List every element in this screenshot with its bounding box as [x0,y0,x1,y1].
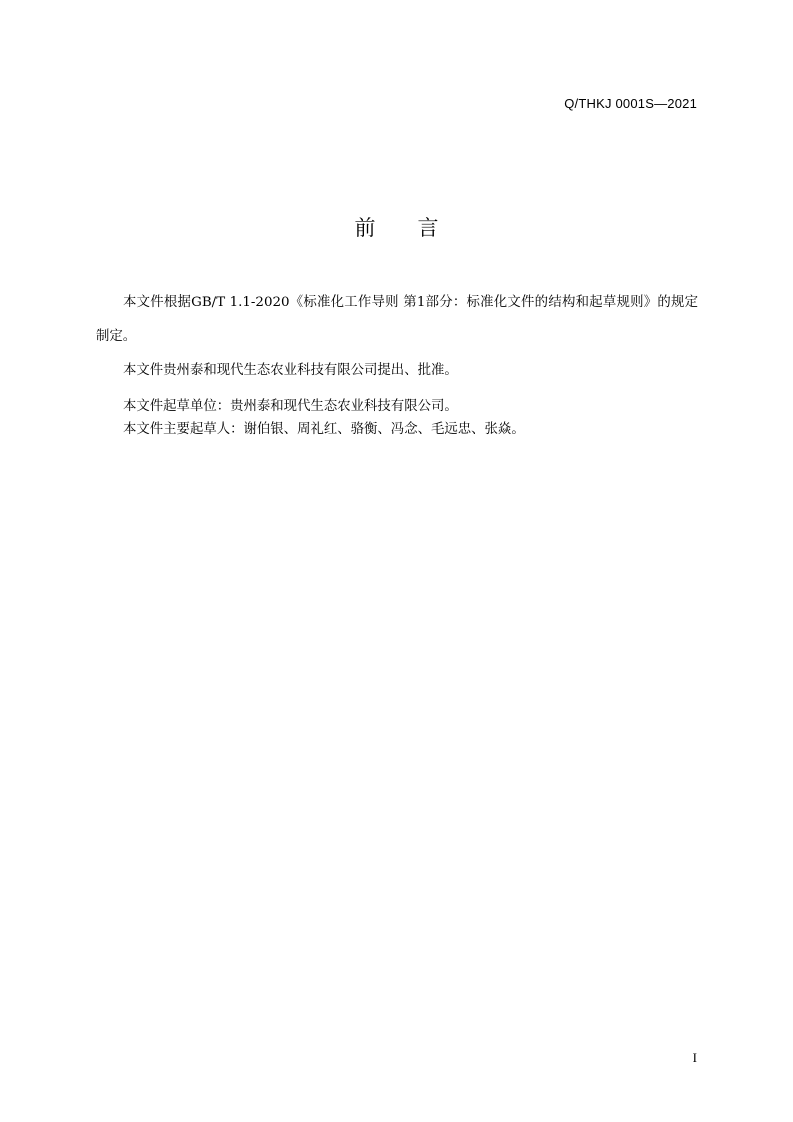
paragraph-standard-basis: 本文件根据GB/T 1.1-2020《标准化工作导则 第1部分：标准化文件的结构和起草规则》的规定制定。 [96,295,698,344]
document-code: Q/THKJ 0001S—2021 [564,96,697,111]
page-title-char-1: 前 [354,216,376,240]
page-number: I [692,1050,697,1065]
foreword-body [96,286,698,441]
paragraph-proposer: 本文件贵州泰和现代生态农业科技有限公司提出、批准。 [123,363,458,378]
paragraph-drafting-unit: 本文件起草单位：贵州泰和现代生态农业科技有限公司。 [123,399,458,414]
page-title [0,212,793,242]
page-title-char-2: 言 [417,216,439,240]
paragraph-drafters: 本文件主要起草人：谢伯银、周礼红、骆衡、冯念、毛远忠、张焱。 [123,422,525,437]
